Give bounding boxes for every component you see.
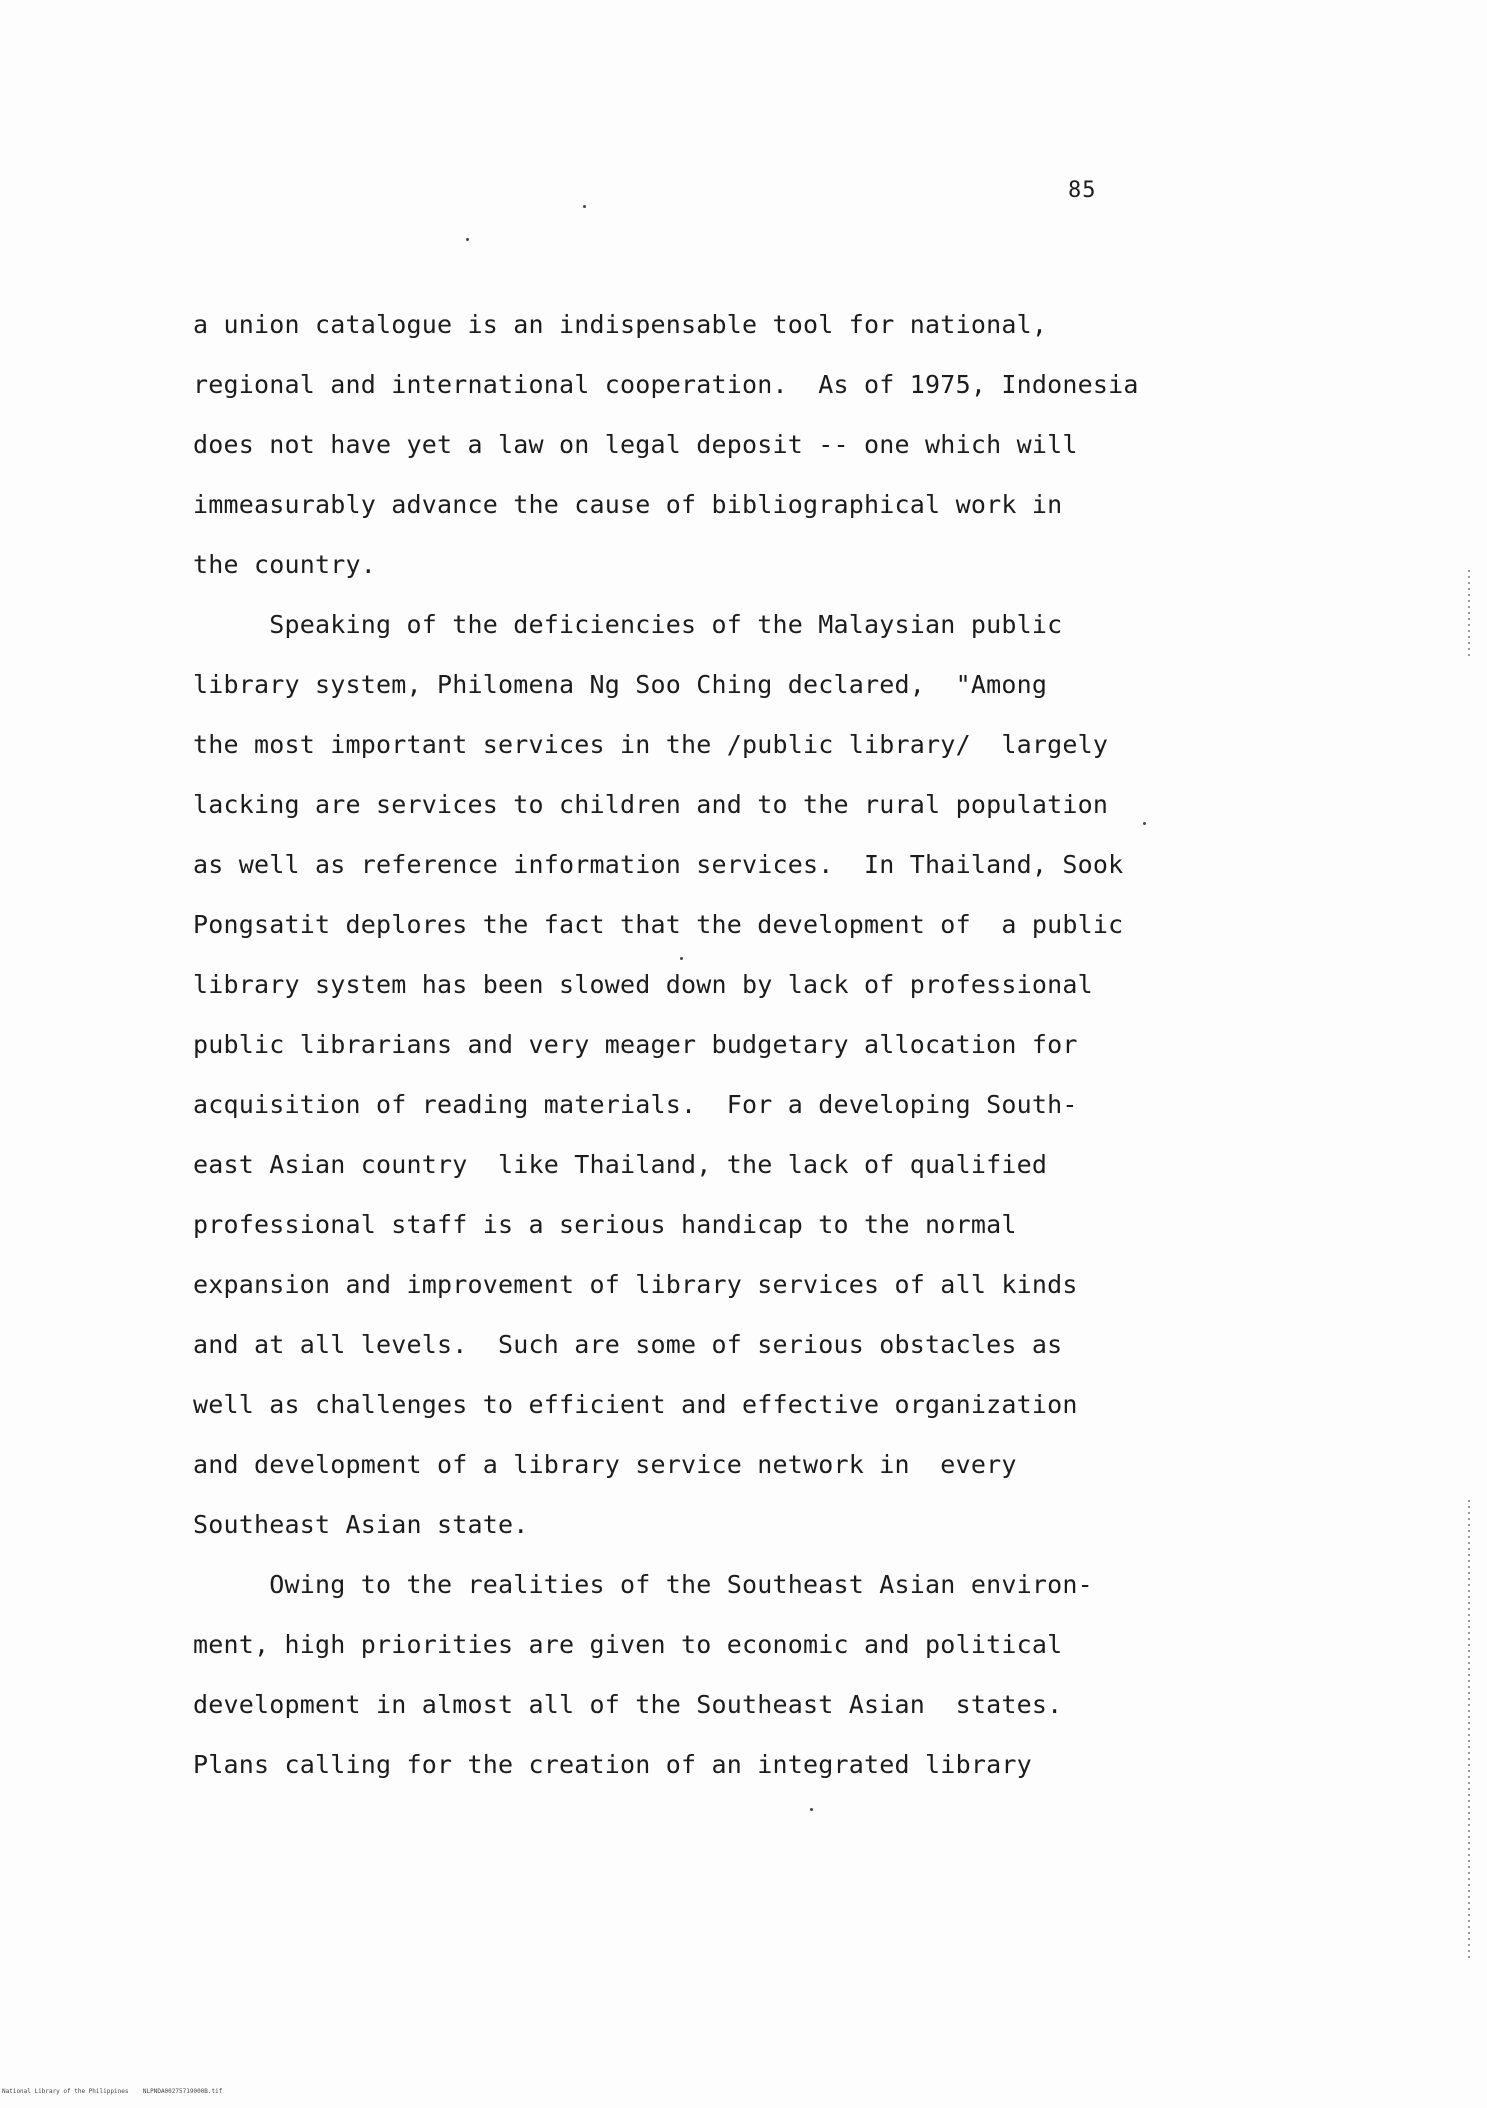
scan-speck: [810, 1808, 813, 1811]
text-line: regional and international cooperation. As of 1975, Indonesia: [193, 370, 1139, 399]
text-line: expansion and improvement of library services of all kinds: [193, 1270, 1078, 1299]
text-line: and at all levels. Such are some of serious obstacles as: [193, 1330, 1063, 1359]
text-line: a union catalogue is an indispensable tool for national,: [193, 310, 1048, 339]
text-line: Pongsatit deplores the fact that the development of a public: [193, 910, 1124, 939]
text-line: library system has been slowed down by lack of professional: [193, 970, 1093, 999]
scan-speck: [466, 238, 469, 241]
text-line: lacking are services to children and to the rural population: [193, 790, 1109, 819]
text-line: professional staff is a serious handicap to the normal: [193, 1210, 1017, 1239]
text-line: immeasurably advance the cause of bibliographical work in: [193, 490, 1063, 519]
text-line: as well as reference information services. In Thailand, Sook: [193, 850, 1124, 879]
scan-footer: National Library of the Philippines NLPNDA00275719000B.tif: [2, 2088, 223, 2095]
text-line: Southeast Asian state.: [193, 1510, 529, 1539]
text-line: development in almost all of the Southeast Asian states.: [193, 1690, 1063, 1719]
text-line: well as challenges to efficient and effective organization: [193, 1390, 1078, 1419]
text-line: public librarians and very meager budgetary allocation for: [193, 1030, 1078, 1059]
text-line: Speaking of the deficiencies of the Malaysian public: [193, 610, 1063, 639]
text-line: Plans calling for the creation of an integrated library: [193, 1750, 1032, 1779]
text-line: the most important services in the /public library/ largely: [193, 730, 1109, 759]
text-line: the country.: [193, 550, 377, 579]
scan-speck: [583, 205, 586, 208]
text-line: library system, Philomena Ng Soo Ching declared, "Among: [193, 670, 1048, 699]
page-number: 85: [1068, 178, 1097, 203]
text-line: does not have yet a law on legal deposit -- one which will: [193, 430, 1078, 459]
text-line: Owing to the realities of the Southeast Asian environ-: [193, 1570, 1093, 1599]
text-line: and development of a library service network in every: [193, 1450, 1017, 1479]
text-line: acquisition of reading materials. For a developing South-: [193, 1090, 1078, 1119]
scan-speck: [680, 957, 683, 960]
text-line: ment, high priorities are given to economic and political: [193, 1630, 1063, 1659]
scan-edge-mark: [1468, 570, 1470, 660]
scan-edge-mark: [1468, 1500, 1470, 1960]
text-line: east Asian country like Thailand, the lack of qualified: [193, 1150, 1048, 1179]
scan-speck: [1143, 822, 1146, 825]
